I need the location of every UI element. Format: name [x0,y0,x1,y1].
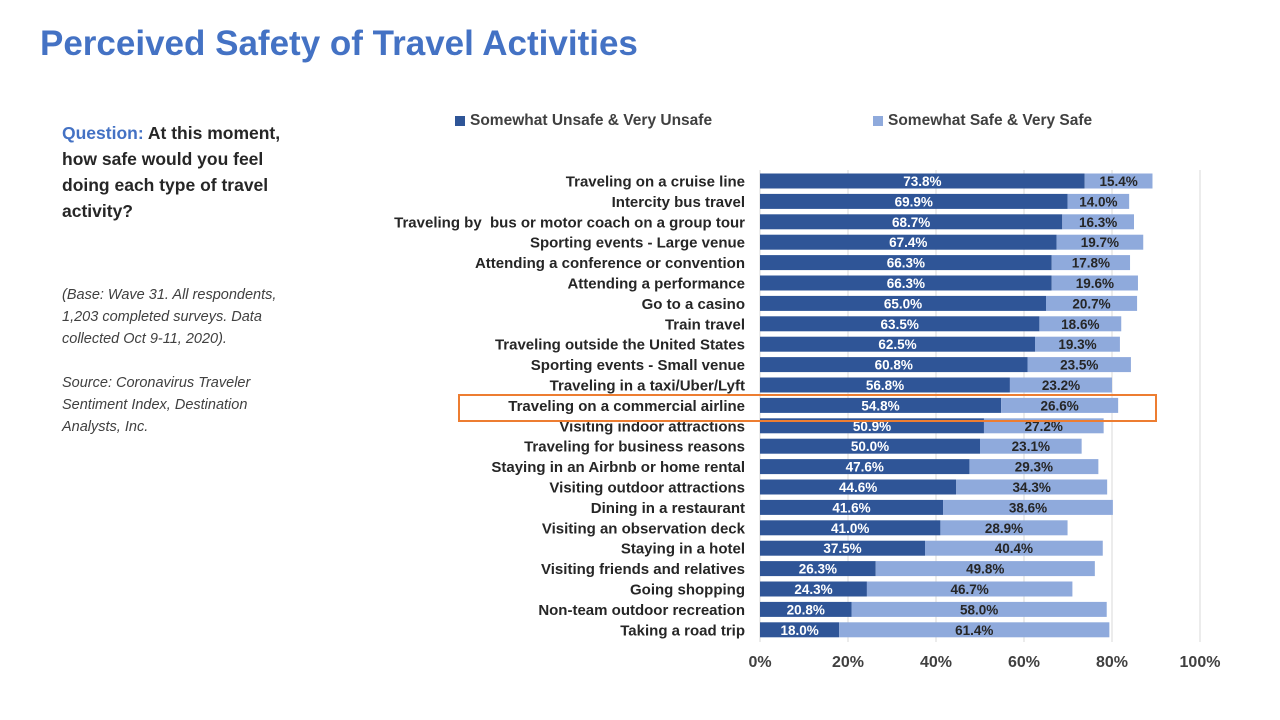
data-label-unsafe: 69.9% [894,194,933,210]
data-label-unsafe: 37.5% [823,541,862,557]
data-label-safe: 29.3% [1014,459,1054,475]
data-label-unsafe: 50.0% [850,439,890,455]
category-label: Visiting outdoor attractions [549,479,745,497]
category-label: Traveling on a commercial airline [508,397,745,415]
data-label-unsafe: 68.7% [891,214,931,230]
data-label-unsafe: 41.6% [832,500,871,516]
category-label: Visiting an observation deck [541,520,745,538]
category-label: Traveling by bus or motor coach on a group tour [394,214,745,232]
category-label: Sporting events - Large venue [529,234,745,252]
category-label: Go to a casino [641,295,745,313]
data-label-unsafe: 26.3% [798,561,838,577]
data-label-unsafe: 56.8% [865,378,905,393]
data-label-unsafe: 50.9% [852,418,892,434]
x-tick-label: 20% [831,654,865,671]
data-label-unsafe: 41.0% [831,520,870,536]
data-label-safe: 28.9% [984,520,1024,536]
data-label-unsafe: 63.5% [880,316,919,332]
data-label-safe: 23.1% [1011,439,1050,455]
category-label: Train travel [664,316,745,334]
category-label: Non-team outdoor recreation [538,601,745,619]
category-label: Sporting events - Small venue [530,357,745,375]
data-label-safe: 58.0% [959,602,999,618]
data-label-safe: 23.5% [1060,357,1099,373]
data-label-safe: 27.2% [1024,418,1063,434]
data-label-safe: 23.2% [1041,378,1081,393]
data-label-unsafe: 66.3% [886,276,926,291]
category-label: Staying in a hotel [620,540,745,558]
category-label: Going shopping [630,581,745,599]
data-label-unsafe: 24.3% [794,582,833,597]
data-label-safe: 38.6% [1008,500,1048,516]
x-tick-label: 80% [1095,654,1129,671]
category-label: Traveling outside the United States [494,336,745,354]
data-label-safe: 46.7% [950,582,989,597]
data-label-safe: 26.6% [1040,398,1079,414]
data-label-safe: 34.3% [1012,480,1051,495]
data-label-safe: 19.7% [1080,235,1120,251]
data-label-safe: 20.7% [1072,296,1111,312]
data-label-unsafe: 54.8% [861,398,900,414]
x-tick-label: 60% [1007,654,1041,671]
data-label-safe: 49.8% [966,561,1005,577]
category-label: Intercity bus travel [611,193,745,211]
data-label-safe: 19.3% [1058,337,1097,353]
category-label: Attending a conference or convention [474,255,745,273]
question-text: At this moment, how safe would you feel doing each type of travel activity? [62,123,281,221]
data-label-safe: 14.0% [1079,194,1118,210]
category-label: Visiting indoor attractions [559,418,745,436]
data-label-unsafe: 65.0% [883,296,923,312]
data-label-safe: 17.8% [1071,255,1111,271]
data-label-unsafe: 20.8% [786,602,825,618]
category-label: Traveling on a cruise line [565,173,745,191]
category-label: Dining in a restaurant [590,499,745,517]
data-label-unsafe: 47.6% [845,459,884,475]
data-label-safe: 19.6% [1075,276,1114,291]
data-label-unsafe: 60.8% [874,357,913,373]
x-tick-label: 100% [1179,654,1221,671]
data-label-unsafe: 44.6% [838,480,878,495]
base-note: (Base: Wave 31. All respondents, 1,203 completed surveys. Data collected Oct 9-11, 2020). [62,287,277,347]
data-label-unsafe: 67.4% [889,235,928,251]
legend-label-safe: Somewhat Safe & Very Safe [888,112,1093,129]
category-label: Taking a road trip [620,622,745,640]
legend-label-unsafe: Somewhat Unsafe & Very Unsafe [470,112,713,129]
page-title: Perceived Safety of Travel Activities [40,24,638,63]
category-label: Visiting friends and relatives [541,561,745,579]
source-note: Source: Coronavirus Traveler Sentiment Index, Destination Analysts, Inc. [62,375,251,435]
x-tick-label: 0% [748,654,772,671]
data-label-safe: 16.3% [1078,214,1118,230]
highlight-box [458,394,1157,422]
category-label: Traveling for business reasons [524,438,745,456]
data-label-safe: 40.4% [994,541,1034,557]
data-label-unsafe: 18.0% [780,622,819,638]
category-label: Traveling in a taxi/Uber/Lyft [549,377,745,395]
x-tick-label: 40% [919,654,953,671]
data-label-safe: 15.4% [1099,174,1138,189]
data-label-safe: 61.4% [955,622,994,638]
data-label-unsafe: 73.8% [903,174,942,189]
category-label: Attending a performance [567,275,745,293]
data-label-unsafe: 66.3% [886,255,926,271]
question-label: Question: [62,123,144,143]
data-label-unsafe: 62.5% [878,337,917,353]
data-label-safe: 18.6% [1061,316,1100,332]
category-label: Staying in an Airbnb or home rental [491,459,745,477]
